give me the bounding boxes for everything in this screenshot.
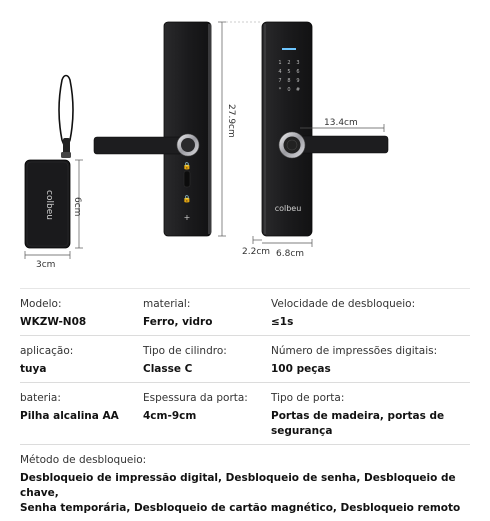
- lock-front-view: [262, 22, 388, 236]
- spec-value: 4cm-9cm: [143, 410, 197, 422]
- spec-label: Tipo de porta:: [271, 392, 345, 404]
- spec-label: Velocidade de desbloqueio:: [271, 298, 416, 310]
- svg-text:1: 1: [278, 60, 282, 66]
- svg-text:🔒: 🔒: [182, 195, 192, 203]
- spec-value: Classe C: [143, 363, 193, 375]
- svg-text:9: 9: [296, 78, 300, 84]
- unlock-methods-row: [20, 444, 470, 521]
- spec-value: tuya: [20, 363, 47, 375]
- unlock-methods-cell: [20, 453, 470, 516]
- lock-width-label: 6.8cm: [276, 249, 305, 259]
- spec-row: [20, 382, 470, 444]
- spec-label: Tipo de cilindro:: [143, 345, 227, 357]
- spec-label: Modelo:: [20, 298, 62, 310]
- spec-row: [20, 335, 470, 382]
- spec-cell: [20, 391, 143, 439]
- spec-value: Ferro, vidro: [143, 316, 213, 328]
- svg-text:2: 2: [287, 60, 291, 66]
- card-width-label: 3cm: [36, 260, 56, 270]
- spec-value: 100 peças: [271, 363, 331, 375]
- spec-cell: [143, 297, 271, 330]
- card-height-label: 6cm: [72, 197, 82, 217]
- svg-text:#: #: [295, 87, 301, 93]
- svg-text:0: 0: [287, 87, 291, 93]
- lock-brand-logo: colbeu: [274, 204, 302, 213]
- svg-text:8: 8: [287, 78, 291, 84]
- lock-depth-label: 2.2cm: [242, 247, 271, 257]
- handle-length-label: 13.4cm: [324, 118, 358, 128]
- unlock-methods-line-2: Senha temporária, Desbloqueio de cartão magnético, Desbloqueio remoto: [20, 502, 461, 514]
- svg-text:+: +: [183, 213, 191, 222]
- card-brand-logo: colbeu: [44, 190, 54, 220]
- lock-height-label: 27.9cm: [226, 104, 236, 138]
- spec-label: material:: [143, 298, 191, 310]
- svg-text:7: 7: [278, 78, 282, 84]
- spec-label: aplicação:: [20, 345, 74, 357]
- spec-value: Pilha alcalina AA: [20, 410, 119, 422]
- spec-cell: [271, 297, 470, 330]
- spec-value: ≤1s: [271, 316, 294, 328]
- svg-text:5: 5: [287, 69, 291, 75]
- spec-label: Espessura da porta:: [143, 392, 248, 404]
- spec-label: bateria:: [20, 392, 61, 404]
- rfid-card: [25, 76, 73, 249]
- unlock-methods-line-1: Desbloqueio de impressão digital, Desbloqueio de senha, Desbloqueio de chave,: [20, 472, 456, 499]
- spec-cell: [271, 344, 470, 377]
- spec-row: [20, 288, 470, 335]
- spec-cell: [143, 344, 271, 377]
- svg-text:6: 6: [296, 69, 300, 75]
- svg-text:4: 4: [278, 69, 282, 75]
- spec-cell: [20, 297, 143, 330]
- spec-table: [20, 288, 470, 521]
- spec-value: WKZW-N08: [20, 316, 87, 328]
- spec-value: Portas de madeira, portas de segurança: [271, 410, 445, 437]
- svg-text:3: 3: [296, 60, 300, 66]
- spec-cell: [20, 344, 143, 377]
- svg-text:*: *: [278, 87, 282, 93]
- spec-cell: [143, 391, 271, 439]
- unlock-methods-label: Método de desbloqueio:: [20, 454, 147, 466]
- spec-cell: [271, 391, 470, 439]
- svg-text:🔒: 🔒: [182, 162, 192, 170]
- lock-back-view: [94, 22, 211, 236]
- spec-label: Número de impressões digitais:: [271, 345, 438, 357]
